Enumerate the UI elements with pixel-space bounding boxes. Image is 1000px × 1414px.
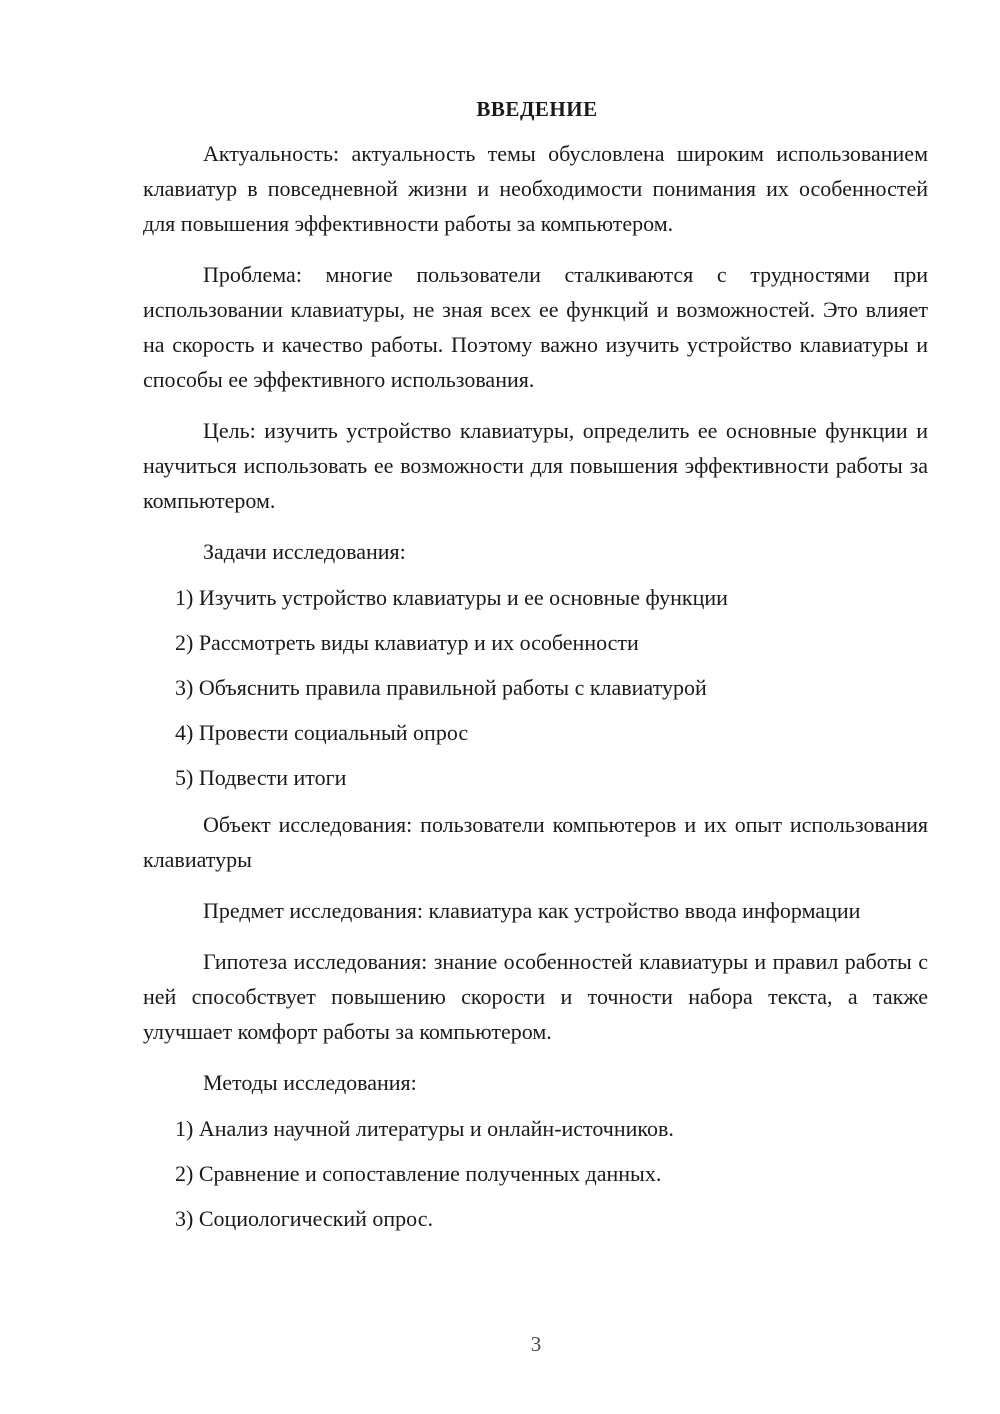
paragraph-relevance: Актуальность: актуальность темы обусловлена широким использованием клавиатур в повседневной жизни и необходимости понимания их особенностей для повышения эффективности работы за компьютером.	[143, 141, 928, 236]
list-item: 5) Подвести итоги	[175, 765, 347, 790]
list-item: 3) Социологический опрос.	[175, 1206, 433, 1231]
methods-list	[143, 1111, 928, 1236]
paragraph-subject: Предмет исследования: клавиатура как устройство ввода информации	[203, 898, 861, 923]
list-item: 2) Рассмотреть виды клавиатур и их особенности	[175, 630, 639, 655]
tasks-heading: Задачи исследования:	[203, 539, 406, 564]
methods-heading: Методы исследования:	[203, 1070, 417, 1095]
paragraph-problem: Проблема: многие пользователи сталкиваются с трудностями при использовании клавиатуры, не зная всех ее функций и возможностей. Это влияет на скорость и качество работы. Поэтому важно изучить устройство клавиатуры и способы ее эффективного использования.	[143, 262, 928, 392]
list-item: 2) Сравнение и сопоставление полученных данных.	[175, 1161, 662, 1186]
paragraph-hypothesis: Гипотеза исследования: знание особенностей клавиатуры и правил работы с ней способствует повышению скорости и точности набора текста, а также улучшает комфорт работы за компьютером.	[143, 949, 928, 1044]
page-number: 3	[530, 1332, 542, 1356]
list-item: 1) Изучить устройство клавиатуры и ее основные функции	[175, 585, 728, 610]
paragraph-goal: Цель: изучить устройство клавиатуры, определить ее основные функции и научиться использовать ее возможности для повышения эффективности работы за компьютером.	[143, 418, 928, 513]
tasks-list	[143, 580, 928, 795]
list-item: 4) Провести социальный опрос	[175, 720, 469, 745]
page-title: ВВЕДЕНИЕ	[476, 97, 598, 121]
list-item: 1) Анализ научной литературы и онлайн-источников.	[175, 1116, 674, 1141]
paragraph-object: Объект исследования: пользователи компьютеров и их опыт использования клавиатуры	[143, 812, 928, 872]
document-page	[143, 92, 928, 1246]
list-item: 3) Объяснить правила правильной работы с клавиатурой	[175, 675, 707, 700]
